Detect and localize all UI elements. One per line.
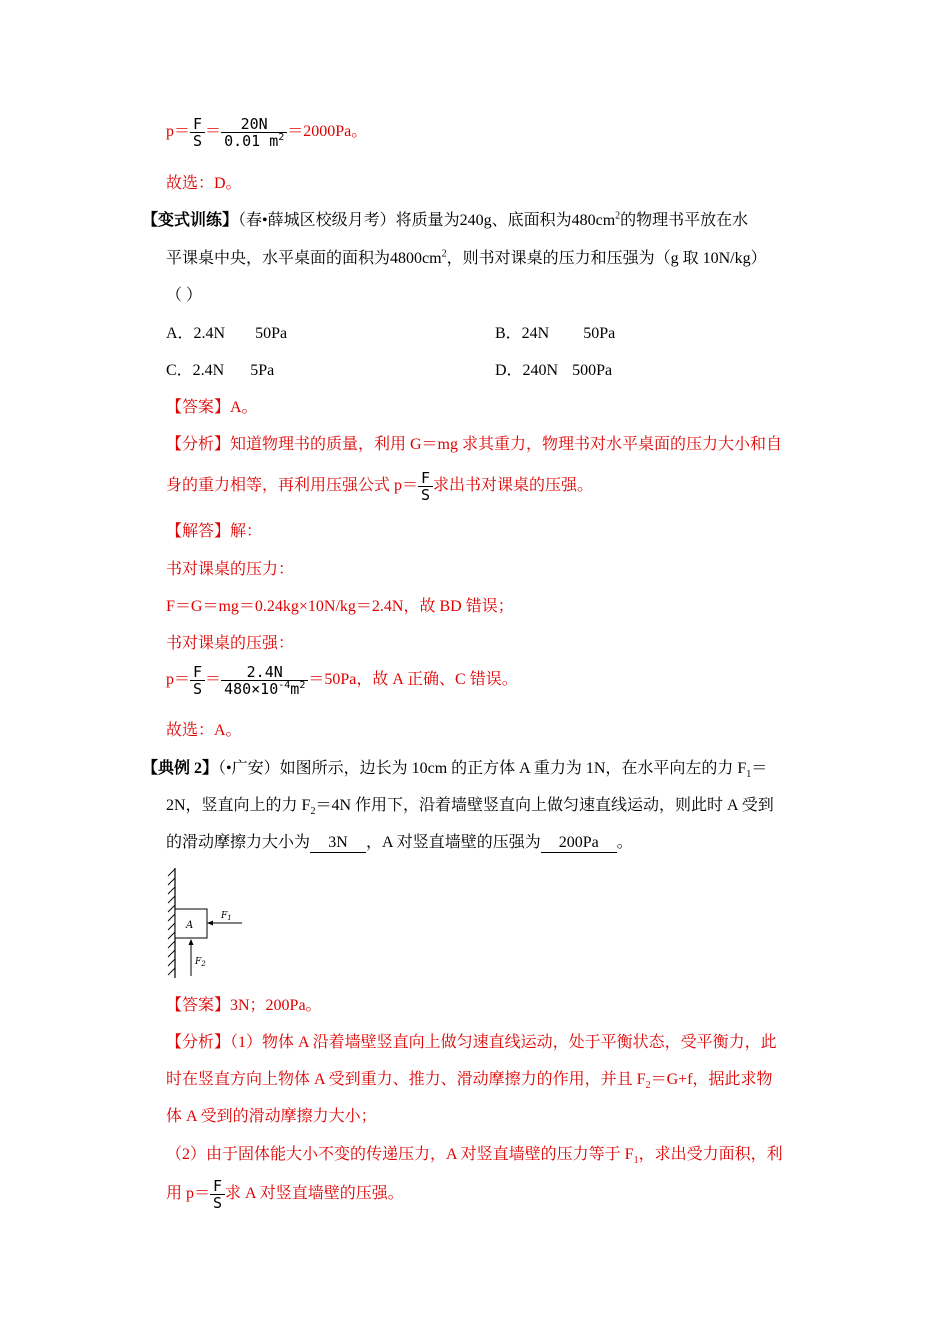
example2-analysis-line3: 体 A 受到的滑动摩擦力大小； xyxy=(166,1108,377,1125)
example2-line2: 2N，竖直向上的力 $F_2=4N$ 作用下，沿着墙壁竖直向上做匀速直线运动，则此时 A 受到 xyxy=(166,797,774,818)
variant-answer: 【答案】A。 xyxy=(166,399,258,416)
variant-analysis-line2: 身的重力相等，再利用压强公式 p＝ $\frac{F}{S}$ 求出书对课桌的压强。 xyxy=(166,469,594,504)
variant-analysis-line1: 【分析】知道物理书的质量，利用 G＝mg 求其重力，物理书对水平桌面的压力大小和自 xyxy=(166,436,783,453)
fraction-2-4n: $\frac{2.4N}{480\times 10^{-4}m^2}$ xyxy=(221,664,308,697)
option-d: D．240N 500Pa xyxy=(495,362,613,379)
fraction-f-over-s: $\frac{F}{S}$ xyxy=(418,470,433,503)
f2-label: $F_2$ xyxy=(195,957,206,968)
fraction-f-over-s: $\frac{F}{S}$ xyxy=(190,116,205,149)
example2-answer: 【答案】3N；200Pa。 xyxy=(166,997,322,1014)
variant-solve-tag: 【解答】解： xyxy=(166,523,263,540)
variant-pressure-formula: p＝ $\frac{F}{S}$ ＝ $\frac{2.4N}{480\times 10^{-4}m^2}$ ＝50Pa，故 A 正确、C 错误。 xyxy=(166,663,518,698)
fraction-f-over-s: $\frac{F}{S}$ xyxy=(190,664,205,697)
variant-paren: （ ） xyxy=(166,287,203,304)
example2-line1: 【典例 2】（•广安）如图所示，边长为 10cm 的正方体 A 重力为 1N，在水平向左的力 $F_1=$ xyxy=(142,760,768,781)
fraction-f-over-s: $\frac{F}{S}$ xyxy=(210,1178,225,1211)
variant-force-label: 书对课桌的压力： xyxy=(166,561,295,578)
f1-label: $F_1$ xyxy=(221,911,232,922)
variant-pressure-label: 书对课桌的压强： xyxy=(166,635,295,652)
variant-question-line2: 平课桌中央，水平桌面的面积为$4800cm^2$，则书对课桌的压力和压强为（g 取 10N/kg） xyxy=(166,248,767,267)
example2-line3: 的滑动摩擦力大小为 3N ，A 对竖直墙壁的压强为 200Pa 。 xyxy=(166,834,633,851)
answer-blank-friction: 3N xyxy=(310,834,366,853)
fraction-20n: $\frac{20N}{0.01 m^2}$ xyxy=(221,116,287,149)
example2-analysis-line5: 用 p＝ $\frac{F}{S}$ 求 A 对竖直墙壁的压强。 xyxy=(166,1177,404,1212)
formula-result: ＝2000Pa。 xyxy=(287,123,368,141)
example2-analysis-line2: 时在竖直方向上物体 A 受到重力、推力、滑动摩擦力的作用，并且 $F_2=G+f$，据此求物 xyxy=(166,1071,773,1092)
example2-analysis-line1: 【分析】（1）物体 A 沿着墙壁竖直向上做匀速直线运动，处于平衡状态，受平衡力，此 xyxy=(166,1034,777,1051)
option-b: B．24N 50Pa xyxy=(495,325,616,342)
f2-arrowhead xyxy=(189,939,194,945)
example2-analysis-line4: （2）由于固体能大小不变的传递压力，A 对竖直墙壁的压力等于 $F_1$，求出受力面积，利 xyxy=(166,1146,783,1167)
variant-force-equation: F＝G＝mg＝0.24kg×10N/kg＝2.4N，故 BD 错误； xyxy=(166,598,514,615)
formula-p: p＝ xyxy=(166,123,191,141)
variant-tag: 【变式训练】 xyxy=(142,212,239,229)
answer-blank-pressure: 200Pa xyxy=(541,834,617,853)
top-formula: p＝ $\frac{F}{S}$ ＝ $\frac{20N}{0.01 m^2}$ ＝2000Pa。 xyxy=(166,115,368,150)
option-a: A．2.4N 50Pa xyxy=(166,325,288,342)
diagram-svg xyxy=(166,866,246,981)
block-a-label: A xyxy=(186,920,194,931)
example2-tag: 【典例 2】 xyxy=(142,760,219,777)
f1-arrowhead xyxy=(207,921,213,926)
option-c: C．2.4N 5Pa xyxy=(166,362,275,379)
wall-block-diagram xyxy=(166,866,246,981)
variant-question-line1: 【变式训练】（春•薛城区校级月考）将质量为240g、底面积为$480cm^2$的物理书平放在水 xyxy=(142,210,749,229)
variant-choice: 故选：A。 xyxy=(166,722,242,739)
top-choice: 故选：D。 xyxy=(166,175,242,192)
wall-hatching xyxy=(168,869,175,975)
